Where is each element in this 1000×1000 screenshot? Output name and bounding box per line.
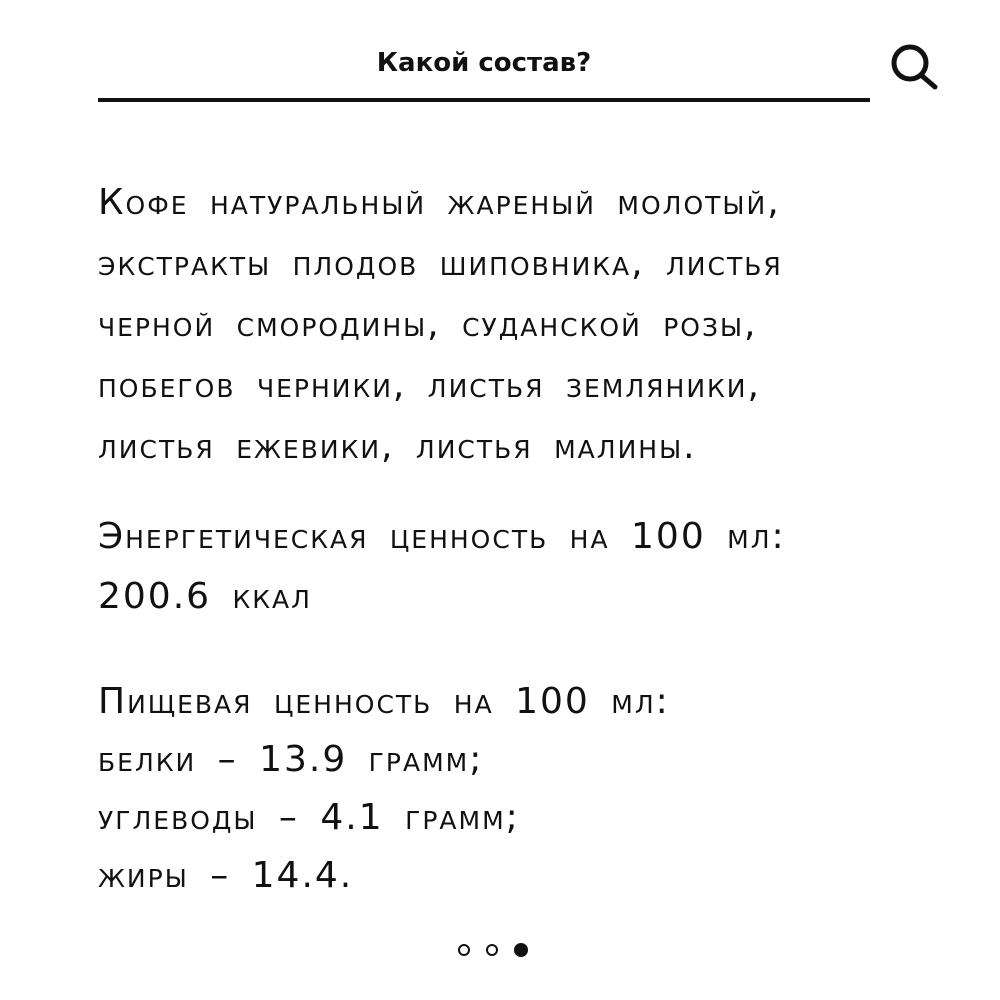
pagination-dots [458,940,528,960]
search-icon [886,36,950,100]
nutrition-label: Пищевая ценность на 100 мл: [98,681,670,722]
nutrition-fat: жиры – 14.4. [98,855,354,896]
composition-line: Кофе натуральный жареный молотый, [98,182,781,223]
pagination-dot-2[interactable] [486,944,498,956]
energy-value: 200.6 ккал [98,576,312,617]
composition-line: черной смородины, суданской розы, [98,304,758,345]
search-button[interactable] [886,36,950,100]
nutrition-value-text [98,673,898,905]
nutrition-carbs: углеводы – 4.1 грамм; [98,797,520,838]
composition-text [98,172,898,477]
title-underline [98,98,870,102]
composition-line: листья ежевики, листья малины. [98,426,697,467]
composition-line: побегов черники, листья земляники, [98,365,761,406]
energy-value-text [98,507,898,627]
energy-label: Энергетическая ценность на 100 мл: [98,516,786,557]
nutrition-protein: белки – 13.9 грамм; [98,739,484,780]
composition-line: экстракты плодов шиповника, листья [98,243,783,284]
pagination-dot-3[interactable] [514,943,528,957]
page-title: Какой состав? [376,48,592,78]
pagination-dot-1[interactable] [458,944,470,956]
